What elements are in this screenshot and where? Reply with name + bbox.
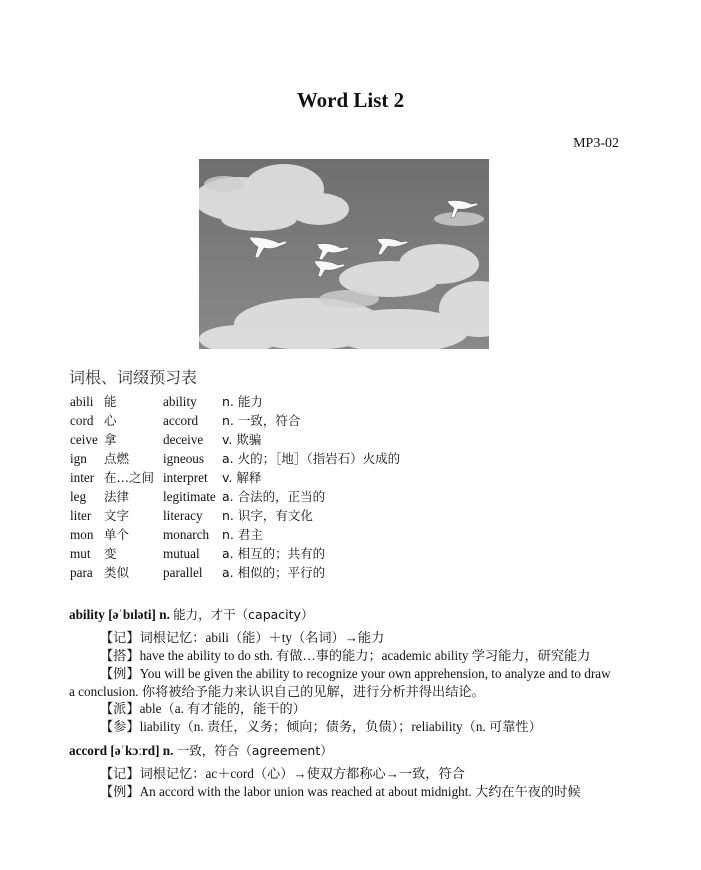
part-of-speech: n. <box>162 743 174 758</box>
table-row <box>70 411 400 430</box>
table-row <box>70 544 400 563</box>
gloss: 一致，符合（agreement） <box>176 743 333 758</box>
audio-track-label: MP3-02 <box>573 136 619 151</box>
entry-note-line <box>69 718 615 736</box>
root-cell: mon <box>70 527 94 542</box>
root-meaning-cell: 类似 <box>104 565 130 580</box>
headword: accord <box>69 743 108 758</box>
root-meaning-cell: 心 <box>104 413 117 428</box>
note-text: An accord with the labor union was reached at about midnight. 大约在午夜的时候 <box>139 784 581 799</box>
note-text: You will be given the ability to recognize your own apprehension, to analyze and to draw a conclusion. 你将被给予能力来认识自己的见解，进行分析并得出结论。 <box>69 666 611 699</box>
table-row <box>70 468 400 487</box>
table-row <box>70 392 400 411</box>
root-cell: cord <box>70 413 94 428</box>
headword: ability <box>69 607 105 622</box>
note-text: have the ability to do sth. 有做…事的能力；academic ability 学习能力，研究能力 <box>139 648 591 663</box>
root-cell: mut <box>70 546 91 561</box>
root-meaning-cell: 单个 <box>104 527 130 542</box>
definition-cell: a. 相互的；共有的 <box>222 546 326 561</box>
definition-cell: n. 君主 <box>222 527 263 542</box>
root-cell: ign <box>70 451 87 466</box>
root-cell: liter <box>70 508 92 523</box>
word-cell: igneous <box>163 451 205 466</box>
root-cell: inter <box>70 470 95 485</box>
roots-preview-table <box>70 392 400 582</box>
phonetic: [əˈkɔːrd] <box>110 743 160 758</box>
definition-cell: a. 相似的；平行的 <box>222 565 326 580</box>
note-text: 词根记忆：abili（能）＋ty（名词）→能力 <box>139 630 385 645</box>
note-text: able（a. 有才能的，能干的） <box>139 701 306 716</box>
definition-cell: n. 能力 <box>222 394 263 409</box>
entry-note-line <box>69 665 615 700</box>
entry-headword-line <box>69 606 615 623</box>
word-cell: deceive <box>163 432 204 447</box>
word-entries <box>69 606 615 801</box>
root-meaning-cell: 在…之间 <box>104 470 155 485</box>
entry-note-line <box>69 647 615 665</box>
root-meaning-cell: 点燃 <box>104 451 130 466</box>
table-row <box>70 487 400 506</box>
part-of-speech: n. <box>159 607 170 622</box>
definition-cell: a. 合法的，正当的 <box>222 489 326 504</box>
word-cell: legitimate <box>163 489 216 504</box>
phonetic: [əˈbɪləti] <box>108 607 156 622</box>
note-text: liability（n. 责任，义务；倾向；债务，负债）；reliability（n. 可靠性） <box>139 719 542 734</box>
entry-note-line <box>69 700 615 718</box>
table-row <box>70 449 400 468</box>
note-text: 词根记忆：ac＋cord（心）→使双方都称心→一致，符合 <box>139 766 465 781</box>
page-title: Word List 2 <box>296 88 405 112</box>
entry-note-line <box>69 629 615 647</box>
word-cell: monarch <box>163 527 210 542</box>
root-meaning-cell: 能 <box>104 394 117 409</box>
word-cell: literacy <box>163 508 203 523</box>
note-tag: 【例】 <box>100 785 140 800</box>
definition-cell: n. 识字，有文化 <box>222 508 313 523</box>
word-cell: parallel <box>163 565 203 580</box>
note-tag: 【记】 <box>100 767 140 782</box>
word-cell: ability <box>163 394 197 409</box>
table-row <box>70 430 400 449</box>
note-tag: 【记】 <box>100 631 140 646</box>
definition-cell: v. 解释 <box>222 470 262 485</box>
note-tag: 【参】 <box>100 720 140 735</box>
root-meaning-cell: 拿 <box>104 432 117 447</box>
table-row <box>70 563 400 582</box>
entry-note-line <box>69 765 615 783</box>
note-tag: 【例】 <box>100 667 140 682</box>
word-cell: accord <box>163 413 199 428</box>
root-meaning-cell: 文字 <box>104 508 130 523</box>
root-cell: ceive <box>70 432 98 447</box>
definition-cell: a. 火的；［地］（指岩石）火成的 <box>222 451 401 466</box>
note-tag: 【派】 <box>100 702 140 717</box>
entry-headword-line <box>69 742 615 759</box>
definition-cell: v. 欺骗 <box>222 432 262 447</box>
root-cell: abili <box>70 394 94 409</box>
section-title: 词根、词缀预习表 <box>69 368 198 387</box>
note-tag: 【搭】 <box>100 649 140 664</box>
word-cell: interpret <box>163 470 208 485</box>
root-meaning-cell: 变 <box>104 546 117 561</box>
table-row <box>70 506 400 525</box>
definition-cell: n. 一致，符合 <box>222 413 301 428</box>
root-cell: para <box>70 565 93 580</box>
swans-in-flight-photo <box>199 159 489 349</box>
gloss: 能力，才干（capacity） <box>173 607 314 622</box>
table-row <box>70 525 400 544</box>
entry-note-line <box>69 783 615 801</box>
word-cell: mutual <box>163 546 200 561</box>
root-cell: leg <box>70 489 87 504</box>
root-meaning-cell: 法律 <box>104 489 130 504</box>
